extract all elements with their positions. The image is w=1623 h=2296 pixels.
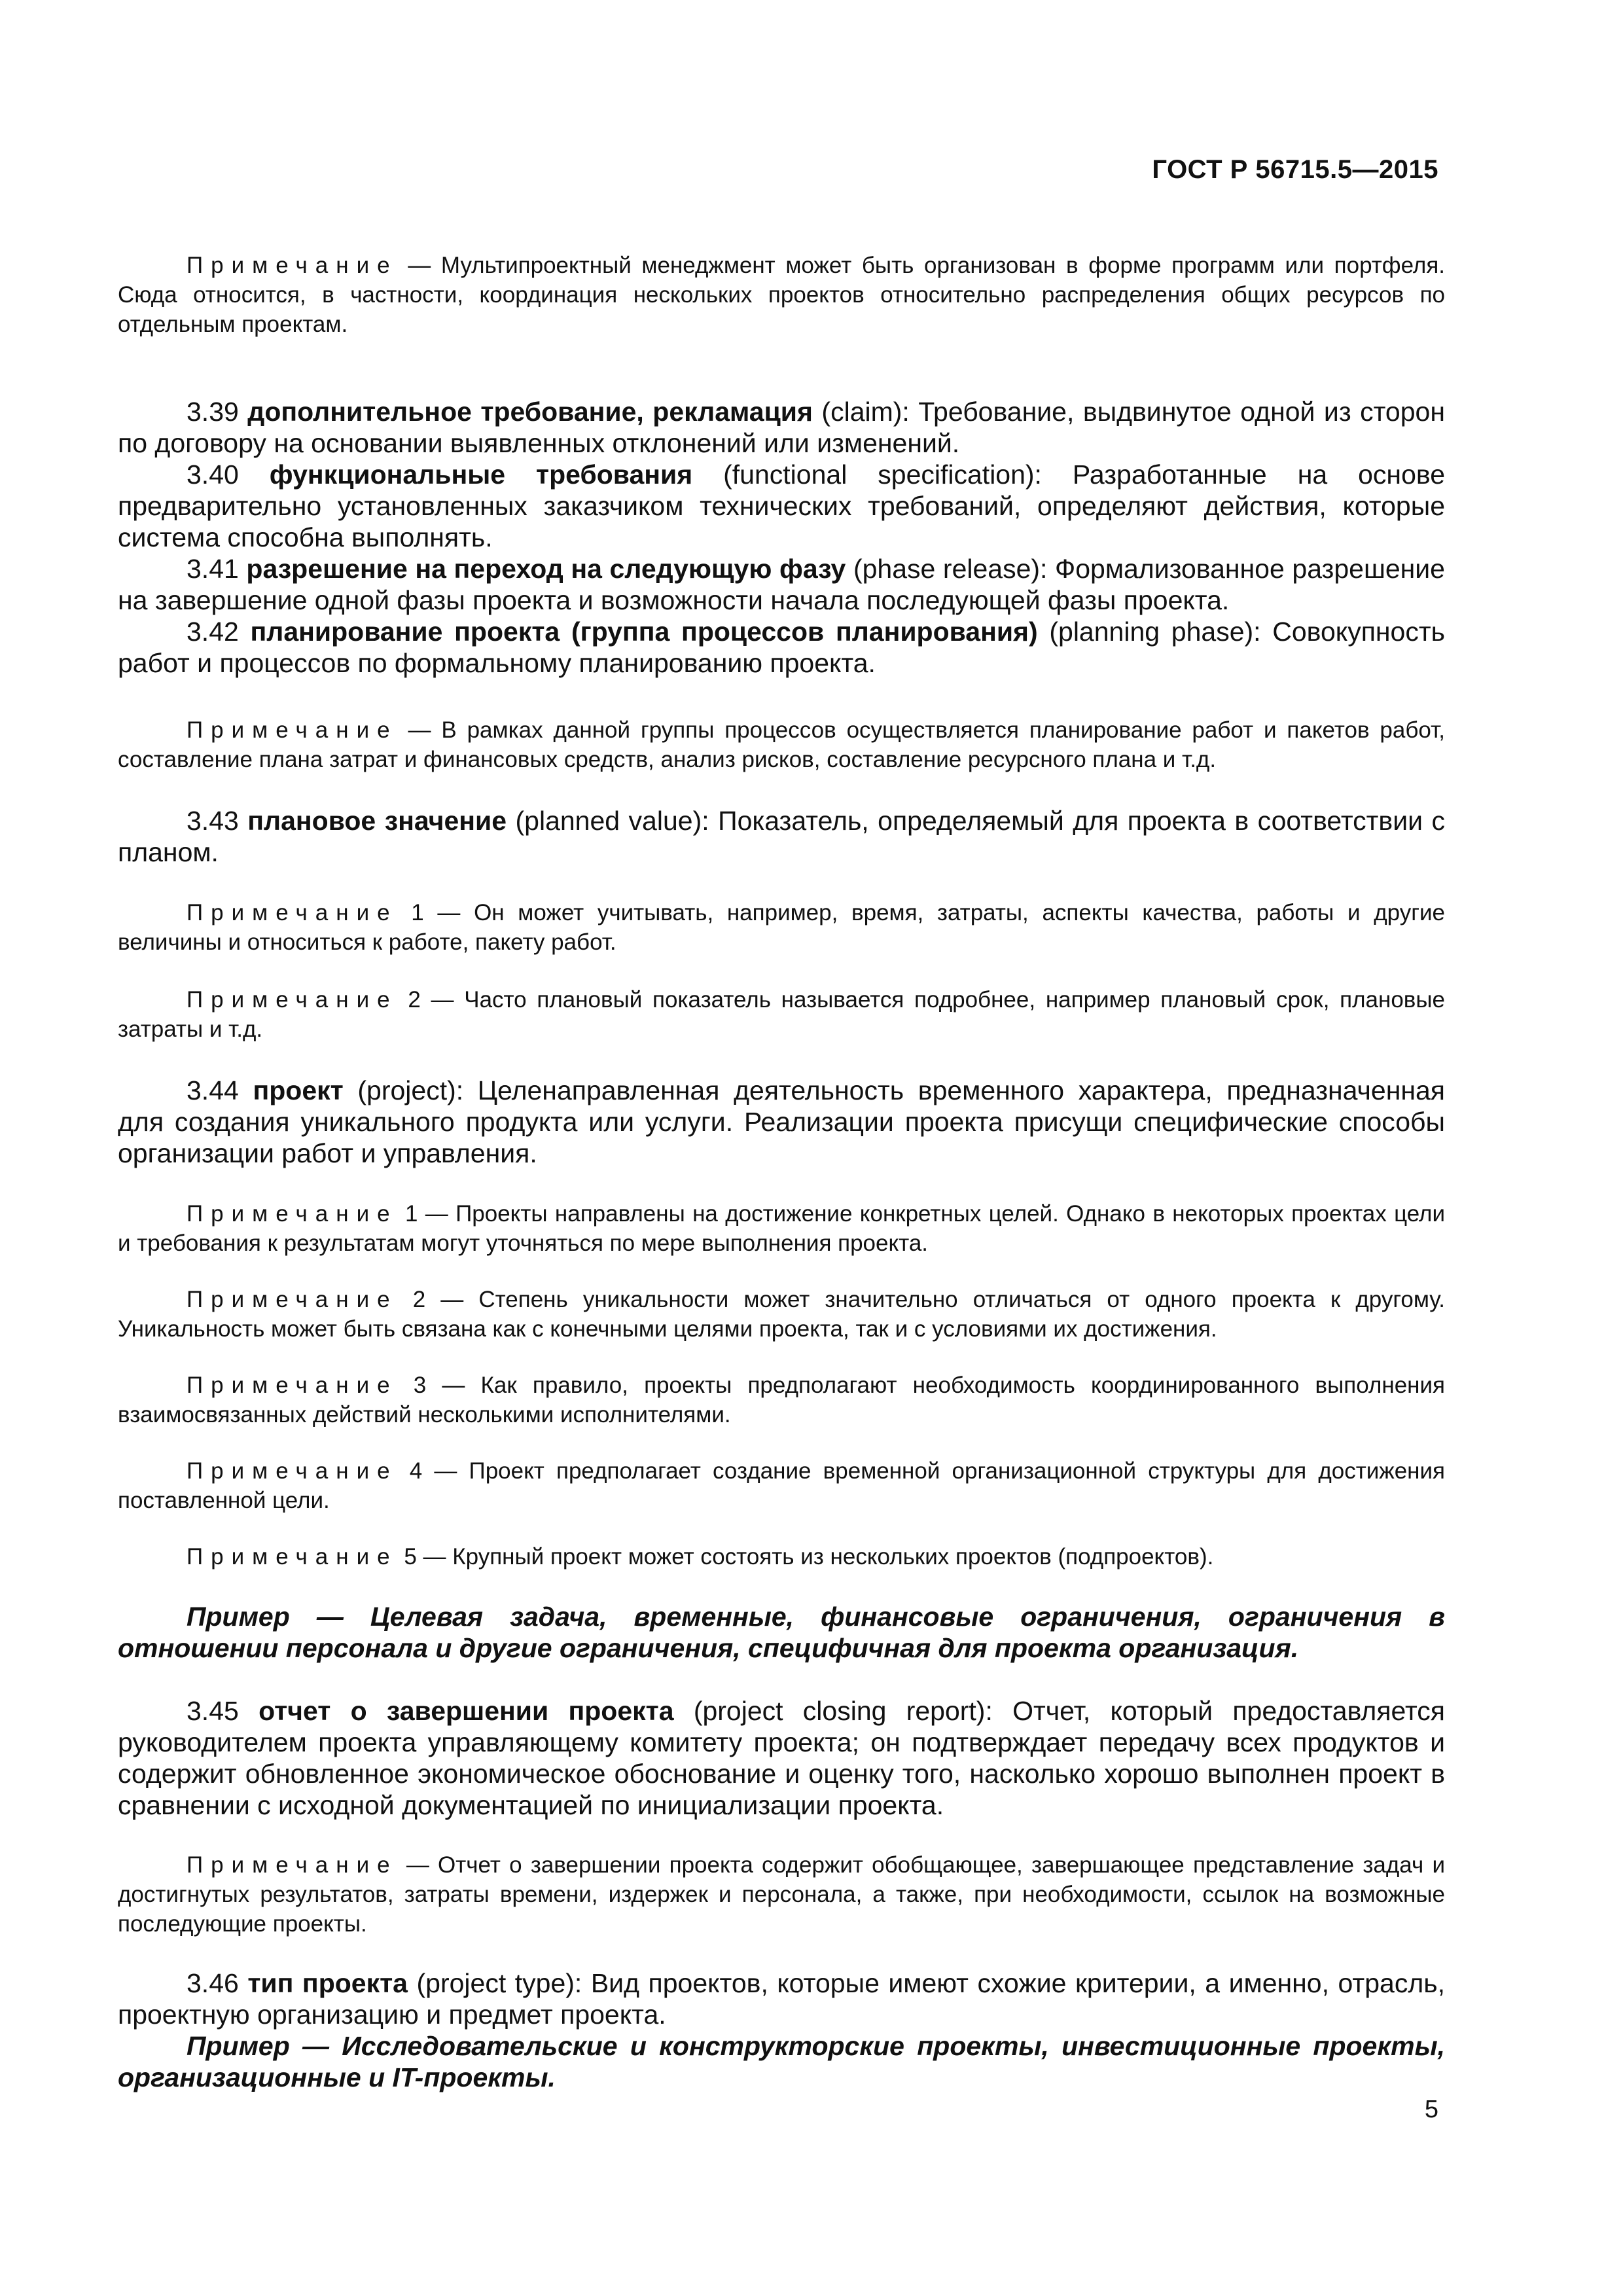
document-header: ГОСТ Р 56715.5—2015 <box>1152 155 1438 184</box>
note-label: Примечание <box>187 253 398 278</box>
term-3-44: 3.44 проект (project): Целенаправленная деятельность временного характера, предназначенная для создания уникального продукта или услуги. Реализации проекта присущи специфические способы организации работ и управления. <box>118 1075 1445 1168</box>
note-3-42: Примечание — В рамках данной группы процессов осуществляется планирование работ и пакетов работ, составление плана затрат и финансовых средств, анализ рисков, составление ресурсного плана и т.д. <box>118 717 1445 772</box>
term-3-46: 3.46 тип проекта (project type): Вид проектов, которые имеют схожие критерии, а именно, отрасль, проектную организацию и предмет проекта. Пример — Исследовательские и конструкторские проекты, инвестиционные проекты, организационные и IT-проекты. <box>118 1968 1445 2092</box>
note-3-43-1: Примечание 1 — Он может учитывать, например, время, затраты, аспекты качества, работы и другие величины и относиться к работе, пакету работ. <box>118 900 1445 955</box>
term-3-39: 3.39 дополнительное требование, рекламация (claim): Требование, выдвинутое одной из сторон по договору на основании выявленных отклонений или изменений. <box>118 397 1445 458</box>
example-3-46: Пример — Исследовательские и конструкторские проекты, инвестиционные проекты, организационные и IT-проекты. <box>118 2031 1445 2092</box>
term-3-42: 3.42 планирование проекта (группа процессов планирования) (planning phase): Совокупность работ и процессов по формальному планированию проекта. <box>118 617 1445 678</box>
note-3-45: Примечание — Отчет о завершении проекта содержит обобщающее, завершающее представление задач и достигнутых результатов, затраты времени, издержек и персонала, а также, при необходимости, ссылок на возможные последующие проекты. <box>118 1852 1445 1937</box>
term-3-43: 3.43 плановое значение (planned value): Показатель, определяемый для проекта в соответствии с планом. <box>118 806 1445 867</box>
example-3-44: Пример — Целевая задача, временные, финансовые ограничения, ограничения в отношении персонала и другие ограничения, специфичная для проекта организация. <box>118 1602 1445 1663</box>
term-3-40: 3.40 функциональные требования (functional specification): Разработанные на основе предварительно установленных заказчиком технических требований, определяют действия, которые система способна выполнять. <box>118 459 1445 552</box>
note-3-44-5: Примечание 5 — Крупный проект может состоять из нескольких проектов (подпроектов). <box>187 1544 1214 1570</box>
term-3-45: 3.45 отчет о завершении проекта (project closing report): Отчет, который предоставляется руководителем проекта управляющему комитету проекта; он подтверждает передачу всех продуктов и содержит обновленное экономическое обоснование и оценку того, насколько хорошо выполнен проект в сравнении с исходной документацией по инициализации проекта. <box>118 1696 1446 1820</box>
page-number: 5 <box>1424 2096 1438 2123</box>
note-3-44-3: Примечание 3 — Как правило, проекты предполагают необходимость координированного выполнения взаимосвязанных действий несколькими исполнителями. <box>118 1372 1445 1427</box>
term-block-339-342 <box>118 396 1445 679</box>
note-3-43-2: Примечание 2 — Часто плановый показатель называется подробнее, например плановый срок, плановые затраты и т.д. <box>118 987 1446 1042</box>
note-top: Примечание — Мультипроектный менеджмент может быть организован в форме программ или портфеля. Сюда относится, в частности, координация нескольких проектов относительно распределения общих ресурсов по отдельным проектам. <box>118 253 1446 337</box>
note-3-44-2: Примечание 2 — Степень уникальности может значительно отличаться от одного проекта к другому. Уникальность может быть связана как с конечными целями проекта, так и с условиями их достижения. <box>118 1287 1446 1342</box>
note-3-44-4: Примечание 4 — Проект предполагает создание временной организационной структуры для достижения поставленной цели. <box>118 1458 1445 1513</box>
term-3-41: 3.41 разрешение на переход на следующую фазу (phase release): Формализованное разрешение на завершение одной фазы проекта и возможности начала последующей фазы проекта. <box>118 554 1445 615</box>
note-3-44-1: Примечание 1 — Проекты направлены на достижение конкретных целей. Однако в некоторых проектах цели и требования к результатам могут уточняться по мере выполнения проекта. <box>118 1201 1446 1256</box>
